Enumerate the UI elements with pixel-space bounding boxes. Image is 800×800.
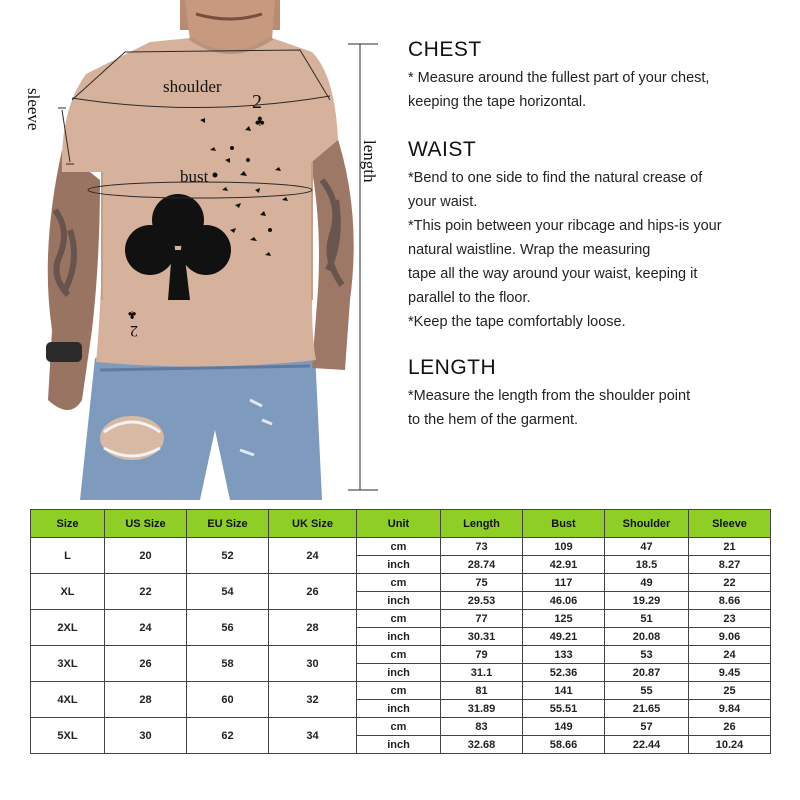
bust-cell: 141 <box>523 682 605 700</box>
card-rank-bottom: 2 <box>130 322 138 339</box>
unit-cell: inch <box>357 700 441 718</box>
waist-title: WAIST <box>408 138 477 161</box>
waist-text: tape all the way around your waist, keeping it <box>408 266 698 282</box>
bust-cell: 55.51 <box>523 700 605 718</box>
length-cell: 77 <box>441 610 523 628</box>
unit-cell: inch <box>357 736 441 754</box>
length-cell: 81 <box>441 682 523 700</box>
sleeve-cell: 9.06 <box>689 628 771 646</box>
waist-text: your waist. <box>408 194 478 210</box>
shoulder-cell: 18.5 <box>605 556 689 574</box>
size-cell: L <box>31 538 105 574</box>
shoulder-cell: 20.87 <box>605 664 689 682</box>
shoulder-cell: 20.08 <box>605 628 689 646</box>
bust-cell: 58.66 <box>523 736 605 754</box>
length-label: length <box>360 140 379 183</box>
waist-text: *This poin between your ribcage and hips-is your <box>408 218 722 234</box>
table-row <box>31 574 771 592</box>
length-cell: 28.74 <box>441 556 523 574</box>
shoulder-cell: 49 <box>605 574 689 592</box>
length-section <box>408 354 690 432</box>
sleeve-cell: 25 <box>689 682 771 700</box>
waist-text: *Keep the tape comfortably loose. <box>408 314 626 330</box>
chest-section <box>408 36 709 114</box>
unit-cell: cm <box>357 682 441 700</box>
column-header: EU Size <box>187 510 269 538</box>
size-cell: 2XL <box>31 610 105 646</box>
uk-size-cell: 34 <box>269 718 357 754</box>
us-size-cell: 22 <box>105 574 187 610</box>
product-photo <box>0 0 400 500</box>
length-cell: 31.89 <box>441 700 523 718</box>
size-cell: XL <box>31 574 105 610</box>
unit-cell: inch <box>357 664 441 682</box>
table-row <box>31 682 771 700</box>
column-header: Length <box>441 510 523 538</box>
unit-cell: cm <box>357 610 441 628</box>
size-chart-table <box>30 509 771 754</box>
sleeve-cell: 9.45 <box>689 664 771 682</box>
eu-size-cell: 52 <box>187 538 269 574</box>
sleeve-cell: 8.66 <box>689 592 771 610</box>
unit-cell: cm <box>357 574 441 592</box>
us-size-cell: 28 <box>105 682 187 718</box>
sleeve-cell: 26 <box>689 718 771 736</box>
uk-size-cell: 30 <box>269 646 357 682</box>
card-rank-top: 2 <box>252 91 262 113</box>
length-title: LENGTH <box>408 356 497 379</box>
length-cell: 32.68 <box>441 736 523 754</box>
shoulder-cell: 21.65 <box>605 700 689 718</box>
table-row <box>31 610 771 628</box>
length-cell: 29.53 <box>441 592 523 610</box>
uk-size-cell: 32 <box>269 682 357 718</box>
sleeve-cell: 23 <box>689 610 771 628</box>
us-size-cell: 30 <box>105 718 187 754</box>
sleeve-cell: 22 <box>689 574 771 592</box>
table-row <box>31 718 771 736</box>
uk-size-cell: 28 <box>269 610 357 646</box>
sleeve-cell: 10.24 <box>689 736 771 754</box>
column-header: Bust <box>523 510 605 538</box>
size-cell: 4XL <box>31 682 105 718</box>
chest-text: * Measure around the fullest part of your chest, <box>408 70 710 86</box>
length-cell: 31.1 <box>441 664 523 682</box>
eu-size-cell: 58 <box>187 646 269 682</box>
chest-title: CHEST <box>408 38 482 61</box>
column-header: Shoulder <box>605 510 689 538</box>
size-cell: 3XL <box>31 646 105 682</box>
sleeve-cell: 21 <box>689 538 771 556</box>
unit-cell: inch <box>357 628 441 646</box>
bust-cell: 125 <box>523 610 605 628</box>
unit-cell: inch <box>357 556 441 574</box>
sleeve-cell: 8.27 <box>689 556 771 574</box>
sleeve-label: sleeve <box>24 88 43 131</box>
uk-size-cell: 26 <box>269 574 357 610</box>
shoulder-cell: 55 <box>605 682 689 700</box>
shoulder-label: shoulder <box>163 77 222 96</box>
us-size-cell: 20 <box>105 538 187 574</box>
column-header: Size <box>31 510 105 538</box>
length-cell: 79 <box>441 646 523 664</box>
card-suit-bottom: ♣ <box>127 308 137 321</box>
waist-text: natural waistline. Wrap the measuring <box>408 242 651 258</box>
shoulder-cell: 51 <box>605 610 689 628</box>
shoulder-cell: 47 <box>605 538 689 556</box>
size-cell: 5XL <box>31 718 105 754</box>
sleeve-cell: 24 <box>689 646 771 664</box>
unit-cell: cm <box>357 538 441 556</box>
bust-cell: 49.21 <box>523 628 605 646</box>
length-cell: 73 <box>441 538 523 556</box>
bust-cell: 109 <box>523 538 605 556</box>
bust-cell: 117 <box>523 574 605 592</box>
model-jeans <box>80 352 322 500</box>
eu-size-cell: 62 <box>187 718 269 754</box>
eu-size-cell: 56 <box>187 610 269 646</box>
size-table-body <box>31 538 771 754</box>
column-header: Unit <box>357 510 441 538</box>
waist-section <box>408 136 722 334</box>
column-header: UK Size <box>269 510 357 538</box>
shoulder-cell: 53 <box>605 646 689 664</box>
shoulder-cell: 57 <box>605 718 689 736</box>
unit-cell: cm <box>357 718 441 736</box>
column-header: US Size <box>105 510 187 538</box>
bust-label: bust <box>180 167 209 186</box>
bust-cell: 52.36 <box>523 664 605 682</box>
uk-size-cell: 24 <box>269 538 357 574</box>
length-text: to the hem of the garment. <box>408 412 579 428</box>
length-text: *Measure the length from the shoulder point <box>408 388 691 404</box>
bust-cell: 133 <box>523 646 605 664</box>
table-row <box>31 646 771 664</box>
bust-cell: 42.91 <box>523 556 605 574</box>
card-suit-top: ♣ <box>254 115 266 130</box>
shoulder-cell: 19.29 <box>605 592 689 610</box>
chest-text: keeping the tape horizontal. <box>408 94 587 110</box>
waist-text: *Bend to one side to find the natural crease of <box>408 170 703 186</box>
waist-text: parallel to the floor. <box>408 290 531 306</box>
bust-cell: 149 <box>523 718 605 736</box>
eu-size-cell: 54 <box>187 574 269 610</box>
length-cell: 75 <box>441 574 523 592</box>
unit-cell: inch <box>357 592 441 610</box>
bust-cell: 46.06 <box>523 592 605 610</box>
eu-size-cell: 60 <box>187 682 269 718</box>
sleeve-cell: 9.84 <box>689 700 771 718</box>
us-size-cell: 26 <box>105 646 187 682</box>
length-cell: 30.31 <box>441 628 523 646</box>
table-row <box>31 538 771 556</box>
us-size-cell: 24 <box>105 610 187 646</box>
length-cell: 83 <box>441 718 523 736</box>
shoulder-cell: 22.44 <box>605 736 689 754</box>
table-header-row <box>31 510 771 538</box>
unit-cell: cm <box>357 646 441 664</box>
column-header: Sleeve <box>689 510 771 538</box>
